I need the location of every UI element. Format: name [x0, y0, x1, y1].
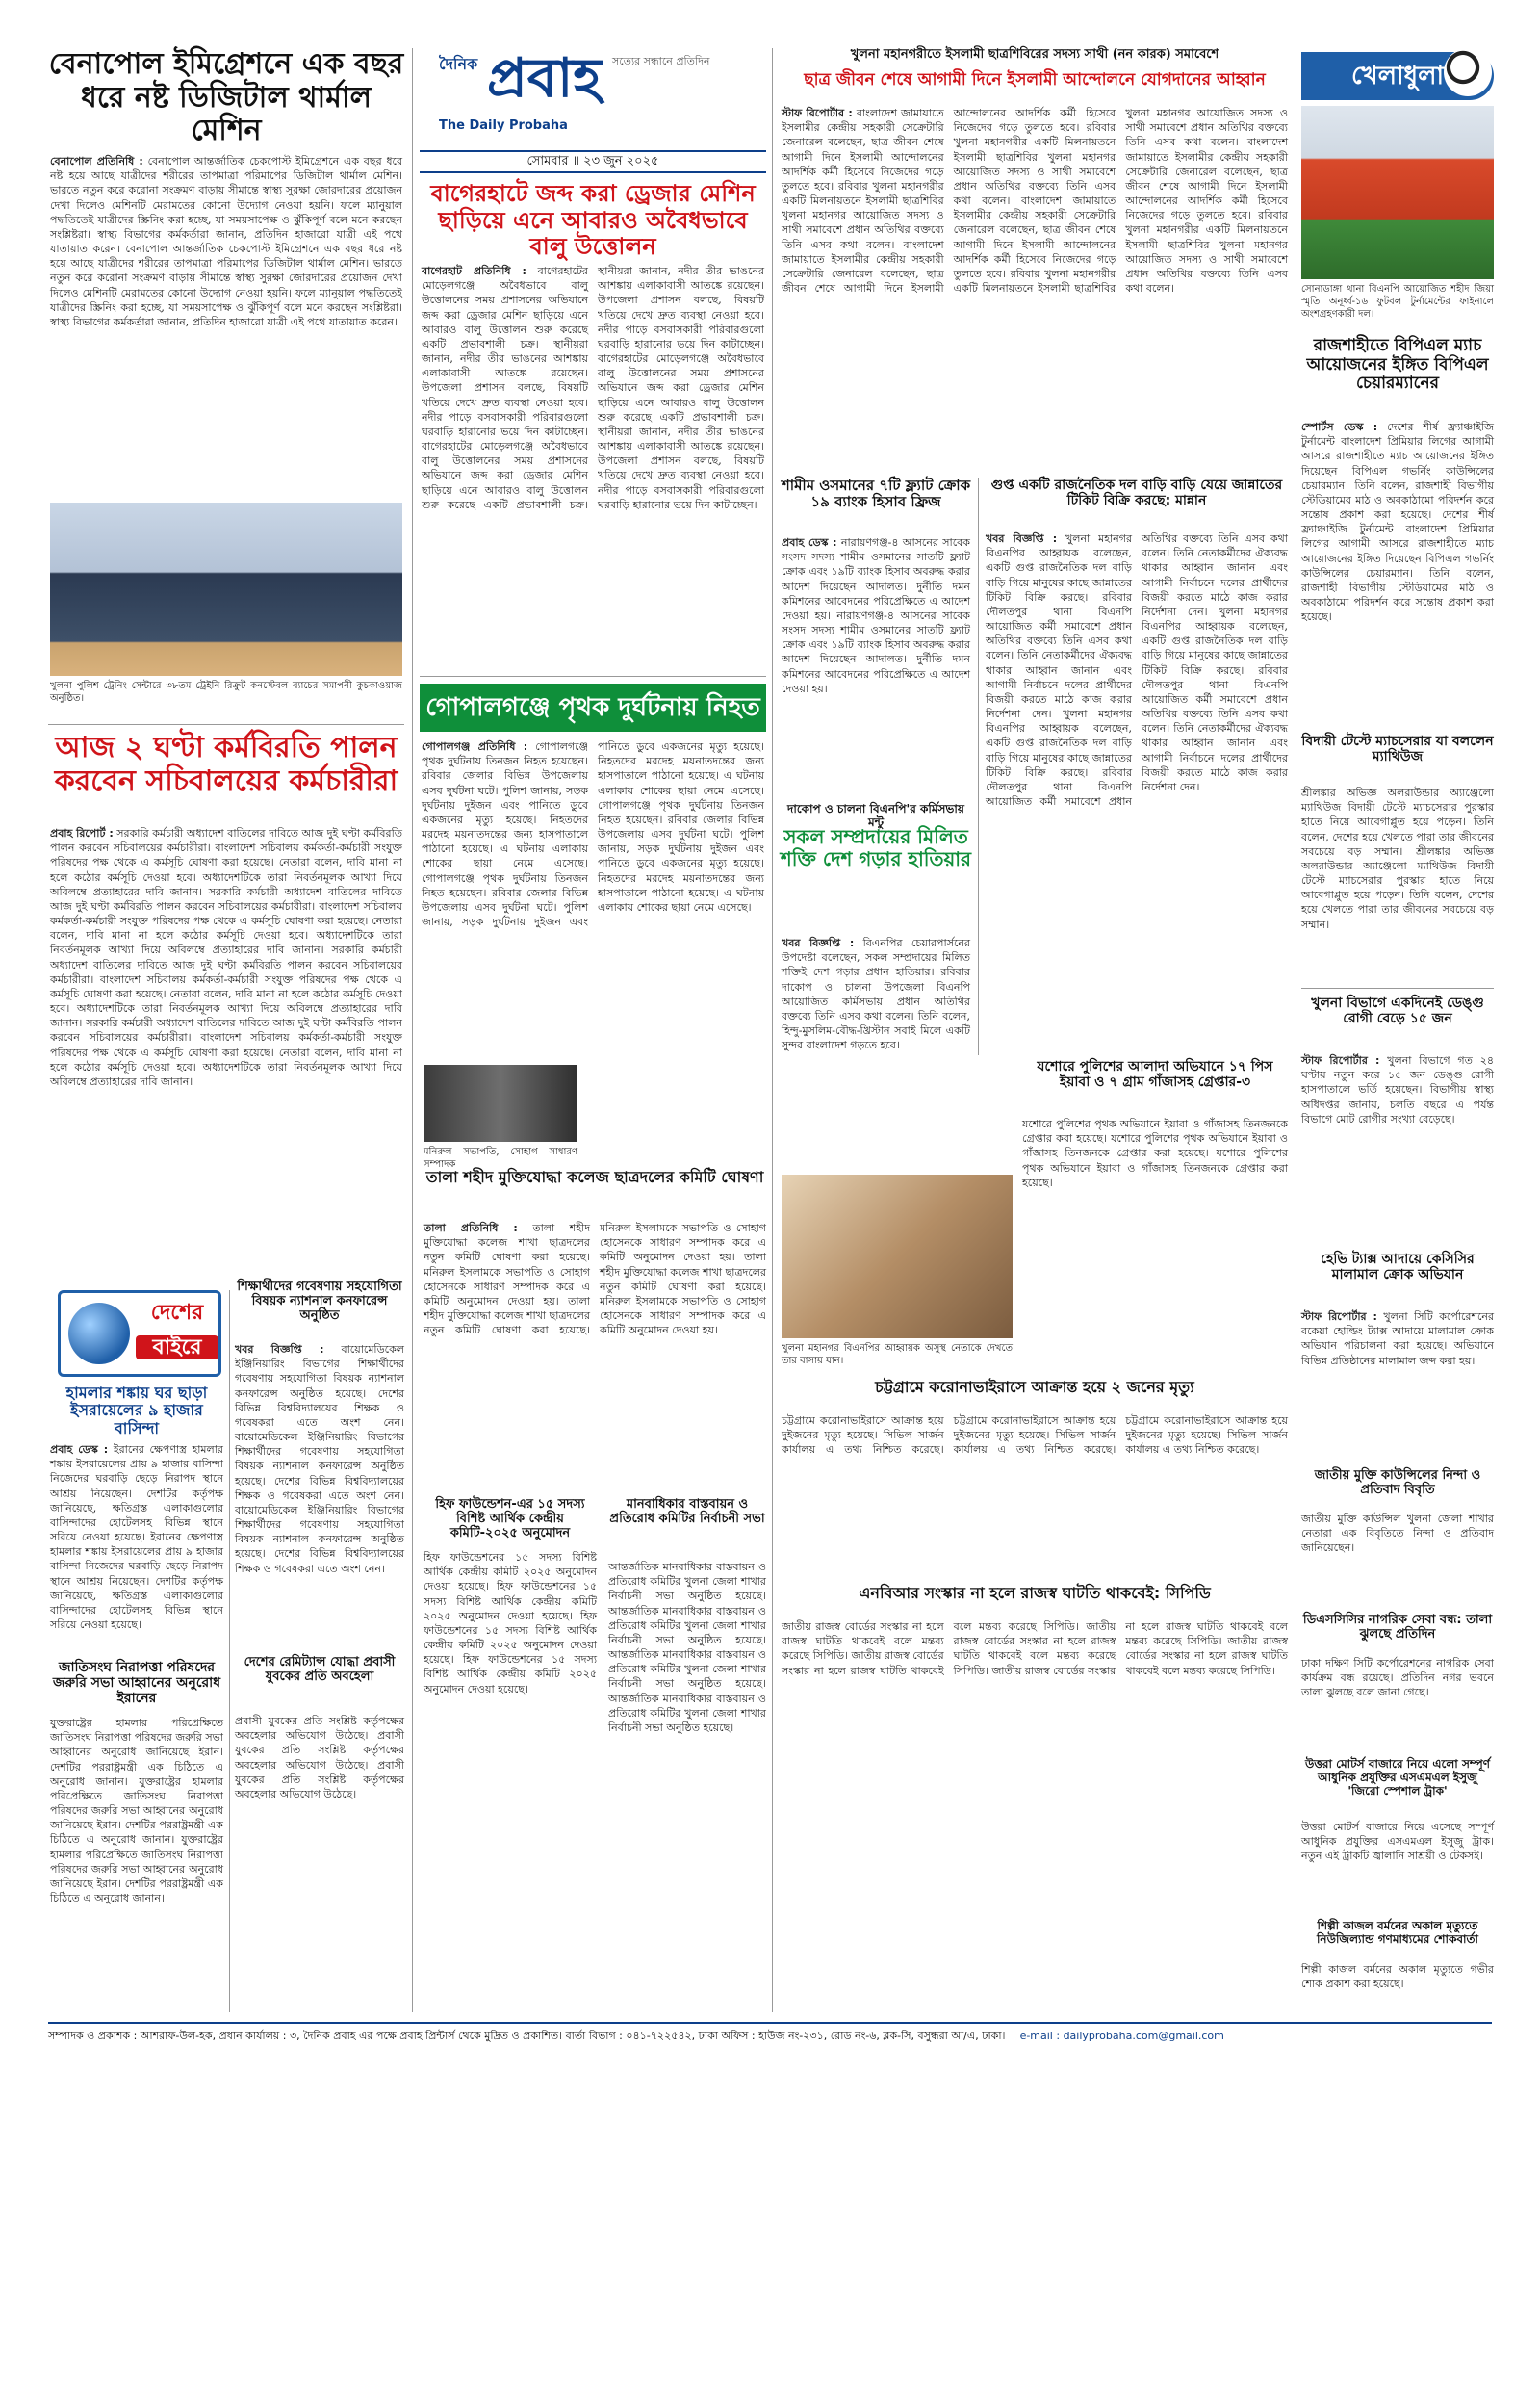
gopalganj-title: গোপালগঞ্জে পৃথক দুর্ঘটনায় নিহত ৩ [420, 684, 766, 732]
footer [48, 2022, 1492, 2049]
lead-center-article: বাগেরহাট প্রতিনিধি : বাগেরহাটের মোড়েলগঞ্জে অবৈধভাবে বালু উত্তোলনের সময় প্রশাসনের অভিযানে জব্দ করা ড্রেজার মেশিন ছাড়িয়ে এনে আবারও বালু উত্তোলন শুরু করেছে একটি প্রভাবশালী চক্র। স্থানীয়রা জানান, নদীর তীর ভাঙনের আশঙ্কায় এলাকাবাসী আতঙ্কে রয়েছেন। উপজেলা প্রশাসন বলছে, বিষয়টি খতিয়ে দেখে দ্রুত ব্যবস্থা নেওয়া হবে। নদীর পাড়ে বসবাসকারী পরিবারগুলো ঘরবাড়ি হারানোর ভয়ে দিন কাটাচ্ছেন। বাগেরহাটের মোড়েলগঞ্জে অবৈধভাবে বালু উত্তোলনের সময় প্রশাসনের অভিযানে জব্দ করা ড্রেজার মেশিন ছাড়িয়ে এনে আবারও বালু উত্তোলন শুরু করেছে একটি প্রভাবশালী চক্র। স্থানীয়রা জানান, নদীর তীর ভাঙনের আশঙ্কায় এলাকাবাসী আতঙ্কে রয়েছেন। উপজেলা প্রশাসন বলছে, বিষয়টি খতিয়ে দেখে দ্রুত ব্যবস্থা নেওয়া হবে। নদীর পাড়ে বসবাসকারী পরিবারগুলো ঘরবাড়ি হারানোর ভয়ে দিন কাটাচ্ছেন। বাগেরহাটের মোড়েলগঞ্জে অবৈধভাবে বালু উত্তোলনের সময় প্রশাসনের অভিযানে জব্দ করা ড্রেজার মেশিন ছাড়িয়ে এনে আবারও বালু উত্তোলন শুরু করেছে একটি প্রভাবশালী চক্র। স্থানীয়রা জানান, নদীর তীর ভাঙনের আশঙ্কায় এলাকাবাসী আতঙ্কে রয়েছেন। উপজেলা প্রশাসন বলছে, বিষয়টি খতিয়ে দেখে দ্রুত ব্যবস্থা নেওয়া হবে। নদীর পাড়ে বসবাসকারী পরিবারগুলো ঘরবাড়ি হারানোর ভয়ে দিন কাটাচ্ছেন। [422, 265, 764, 511]
abroad-banner: দেশের বাইরে [58, 1290, 221, 1377]
sports-sub-article: শ্রীলঙ্কার অভিজ্ঞ অলরাউন্ডার অ্যাঞ্জেলো ম্যাথিউজ বিদায়ী টেস্টে ম্যাচসেরার পুরস্কার হাতে নিয়ে আবেগাপ্লুত হয়ে পড়েন। তিনি বলেন, দেশের হয়ে খেলতে পারা তার জীবনের সবচেয়ে বড় সম্মান। শ্রীলঙ্কার অভিজ্ঞ অলরাউন্ডার অ্যাঞ্জেলো ম্যাথিউজ বিদায়ী টেস্টে ম্যাচসেরার পুরস্কার হাতে নিয়ে আবেগাপ্লুত হয়ে পড়েন। তিনি বলেন, দেশের হয়ে খেলতে পারা তার জীবনের সবচেয়ে বড় সম্মান। [1301, 787, 1495, 931]
tala-photo [424, 1065, 578, 1142]
shilpi-title: শিল্পী কাজল বর্মনের অকাল মৃত্যুতে নিউজিল্যান্ড গণমাধ্যমের শোকবার্তা [1317, 1919, 1478, 1946]
sports-headline: রাজশাহীতে বিপিএল ম্যাচ আয়োজনের ইঙ্গিত বিপিএল চেয়ারম্যানের [1306, 336, 1489, 394]
abroad-sub-article: যুক্তরাষ্ট্রের হামলার পরিপ্রেক্ষিতে জাতিসংঘ নিরাপত্তা পরিষদের জরুরি সভা আহ্বানের অনুরোধ জানিয়েছে ইরান। দেশটির পররাষ্ট্রমন্ত্রী এক চিঠিতে এ অনুরোধ জানান। যুক্তরাষ্ট্রের হামলার পরিপ্রেক্ষিতে জাতিসংঘ নিরাপত্তা পরিষদের জরুরি সভা আহ্বানের অনুরোধ জানিয়েছে ইরান। দেশটির পররাষ্ট্রমন্ত্রী এক চিঠিতে এ অনুরোধ জানান। যুক্তরাষ্ট্রের হামলার পরিপ্রেক্ষিতে জাতিসংঘ নিরাপত্তা পরিষদের জরুরি সভা আহ্বানের অনুরোধ জানিয়েছে ইরান। দেশটির পররাষ্ট্রমন্ত্রী এক চিঠিতে এ অনুরোধ জানান। [50, 1717, 223, 1905]
scholarship-title: শিক্ষার্থীদের গবেষণায় সহযোগিতা বিষয়ক ন্যাশনাল কনফারেন্স অনুষ্ঠিত [237, 1280, 402, 1323]
mannan-title: গুপ্ত একটি রাজনৈতিক দল বাড়ি বাড়ি যেয়ে জান্নাতের টিকিট বিক্রি করছে: মান্নান [990, 478, 1283, 509]
police-article: প্রবাসী যুবকের প্রতি সংশ্লিষ্ট কর্তৃপক্ষের অবহেলার অভিযোগ উঠেছে। প্রবাসী যুবকের প্রতি সংশ্লিষ্ট কর্তৃপক্ষের অবহেলার অভিযোগ উঠেছে। প্রবাসী যুবকের প্রতি সংশ্লিষ্ট কর্তৃপক্ষের অবহেলার অভিযোগ উঠেছে। [235, 1715, 404, 1800]
police-parade-photo [50, 503, 402, 676]
jessore-title: যশোরে পুলিশের আলাদা অভিযানে ১৭ পিস ইয়াবা ও ৭ গ্রাম গাঁজাসহ গ্রেপ্তার-৩ [1037, 1059, 1273, 1091]
globe-icon [68, 1303, 130, 1364]
mannan-article: খবর বিজ্ঞপ্তি : খুলনা মহানগর বিএনপির আহ্বায়ক বলেছেন, একটি গুপ্ত রাজনৈতিক দল বাড়ি বাড়ি গিয়ে মানুষের কাছে জান্নাতের টিকিট বিক্রি করছে। রবিবার দৌলতপুর থানা বিএনপি আয়োজিত কর্মী সমাবেশে প্রধান অতিথির বক্তব্যে তিনি এসব কথা বলেন। তিনি নেতাকর্মীদের ঐক্যবদ্ধ থাকার আহ্বান জানান এবং আগামী নির্বাচনে দলের প্রার্থীদের বিজয়ী করতে মাঠে কাজ করার নির্দেশনা দেন। খুলনা মহানগর বিএনপির আহ্বায়ক বলেছেন, একটি গুপ্ত রাজনৈতিক দল বাড়ি বাড়ি গিয়ে মানুষের কাছে জান্নাতের টিকিট বিক্রি করছে। রবিবার দৌলতপুর থানা বিএনপি আয়োজিত কর্মী সমাবেশে প্রধান অতিথির বক্তব্যে তিনি এসব কথা বলেন। তিনি নেতাকর্মীদের ঐক্যবদ্ধ থাকার আহ্বান জানান এবং আগামী নির্বাচনে দলের প্রার্থীদের বিজয়ী করতে মাঠে কাজ করার নির্দেশনা দেন। খুলনা মহানগর বিএনপির আহ্বায়ক বলেছেন, একটি গুপ্ত রাজনৈতিক দল বাড়ি বাড়ি গিয়ে মানুষের কাছে জান্নাতের টিকিট বিক্রি করছে। রবিবার দৌলতপুর থানা বিএনপি আয়োজিত কর্মী সমাবেশে প্রধান অতিথির বক্তব্যে তিনি এসব কথা বলেন। তিনি নেতাকর্মীদের ঐক্যবদ্ধ থাকার আহ্বান জানান এবং আগামী নির্বাচনে দলের প্রার্থীদের বিজয়ী করতে মাঠে কাজ করার নির্দেশনা দেন। [986, 532, 1289, 809]
lead-center-title: বাগেরহাটে জব্দ করা ড্রেজার মেশিন ছাড়িয়ে এনে আবারও অবৈধভাবে বালু উত্তোলন [430, 180, 756, 261]
abroad-title: হামলার শঙ্কায় ঘর ছাড়া ইসরায়েলের ৯ হাজার বাসিন্দা [65, 1384, 208, 1437]
sports-sub-title: বিদায়ী টেস্টে ম্যাচসেরার যা বললেন ম্যাথিউজ [1301, 734, 1494, 765]
rights-title: মানবাধিকার বাস্তবায়ন ও প্রতিরোধ কমিটির নির্বাচনী সভা [609, 1497, 765, 1526]
mintu-photo [782, 1175, 1013, 1338]
football-team-caption: সোনাডাঙ্গা থানা বিএনপি আয়োজিত শহীদ জিয়া স্মৃতি অনূর্ধ্ব-১৬ ফুটবল টুর্নামেন্টের ফাইনালে অংশগ্রহণকারী দল। [1301, 284, 1494, 320]
mintu-title: সকল সম্প্রদায়ের মিলিত শক্তি দেশ গড়ার হাতিয়ার [780, 825, 972, 870]
nbr-article: জাতীয় রাজস্ব বোর্ডের সংস্কার না হলে রাজস্ব ঘাটতি থাকবেই বলে মন্তব্য করেছে সিপিডি। জাতীয় রাজস্ব বোর্ডের সংস্কার না হলে রাজস্ব ঘাটতি থাকবেই বলে মন্তব্য করেছে সিপিডি। জাতীয় রাজস্ব বোর্ডের সংস্কার না হলে রাজস্ব ঘাটতি থাকবেই বলে মন্তব্য করেছে সিপিডি। জাতীয় রাজস্ব বোর্ডের সংস্কার না হলে রাজস্ব ঘাটতি থাকবেই বলে মন্তব্য করেছে সিপিডি। জাতীয় রাজস্ব বোর্ডের সংস্কার না হলে রাজস্ব ঘাটতি থাকবেই বলে মন্তব্য করেছে সিপিডি। [782, 1620, 1288, 1677]
mintu-caption: খুলনা মহানগর বিএনপির আহ্বায়ক অসুস্থ নেতাকে দেখতে তার বাসায় যান। [782, 1343, 1013, 1366]
national-article: জাতীয় মুক্তি কাউন্সিল খুলনা জেলা শাখার নেতারা এক বিবৃতিতে নিন্দা ও প্রতিবাদ জানিয়েছেন। [1301, 1513, 1494, 1555]
dengue-title: খুলনা বিভাগে একদিনেই ডেঙ্গু রোগী বেড়ে ১৫ জন [1311, 996, 1484, 1027]
lead-right-article: স্টাফ রিপোর্টার : বাংলাদেশ জামায়াতে ইসলামীর কেন্দ্রীয় সহকারী সেক্রেটারি জেনারেল বলেছেন, ছাত্র জীবন শেষে আগামী দিনে ইসলামী আন্দোলনের আদর্শিক কর্মী হিসেবে নিজেদের গড়ে তুলতে হবে। রবিবার খুলনা মহানগরীর একটি মিলনায়তনে ইসলামী ছাত্রশিবির খুলনা মহানগর আয়োজিত সদস্য ও সাথী সমাবেশে প্রধান অতিথির বক্তব্যে তিনি এসব কথা বলেন। বাংলাদেশ জামায়াতে ইসলামীর কেন্দ্রীয় সহকারী সেক্রেটারি জেনারেল বলেছেন, ছাত্র জীবন শেষে আগামী দিনে ইসলামী আন্দোলনের আদর্শিক কর্মী হিসেবে নিজেদের গড়ে তুলতে হবে। রবিবার খুলনা মহানগরীর একটি মিলনায়তনে ইসলামী ছাত্রশিবির খুলনা মহানগর আয়োজিত সদস্য ও সাথী সমাবেশে প্রধান অতিথির বক্তব্যে তিনি এসব কথা বলেন। বাংলাদেশ জামায়াতে ইসলামীর কেন্দ্রীয় সহকারী সেক্রেটারি জেনারেল বলেছেন, ছাত্র জীবন শেষে আগামী দিনে ইসলামী আন্দোলনের আদর্শিক কর্মী হিসেবে নিজেদের গড়ে তুলতে হবে। রবিবার খুলনা মহানগরীর একটি মিলনায়তনে ইসলামী ছাত্রশিবির খুলনা মহানগর আয়োজিত সদস্য ও সাথী সমাবেশে প্রধান অতিথির বক্তব্যে তিনি এসব কথা বলেন। বাংলাদেশ জামায়াতে ইসলামীর কেন্দ্রীয় সহকারী সেক্রেটারি জেনারেল বলেছেন, ছাত্র জীবন শেষে আগামী দিনে ইসলামী আন্দোলনের আদর্শিক কর্মী হিসেবে নিজেদের গড়ে তুলতে হবে। রবিবার খুলনা মহানগরীর একটি মিলনায়তনে ইসলামী ছাত্রশিবির খুলনা মহানগর আয়োজিত সদস্য ও সাথী সমাবেশে প্রধান অতিথির বক্তব্যে তিনি এসব কথা বলেন। [782, 107, 1288, 296]
scholarship-article: খবর বিজ্ঞপ্তি : বায়োমেডিকেল ইঞ্জিনিয়ারিং বিভাগের শিক্ষার্থীদের গবেষণায় সহযোগিতা বিষয়ক ন্যাশনাল কনফারেন্স অনুষ্ঠিত হয়েছে। দেশের বিভিন্ন বিশ্ববিদ্যালয়ের শিক্ষক ও গবেষকরা এতে অংশ নেন। বায়োমেডিকেল ইঞ্জিনিয়ারিং বিভাগের শিক্ষার্থীদের গবেষণায় সহযোগিতা বিষয়ক ন্যাশনাল কনফারেন্স অনুষ্ঠিত হয়েছে। দেশের বিভিন্ন বিশ্ববিদ্যালয়ের শিক্ষক ও গবেষকরা এতে অংশ নেন। বায়োমেডিকেল ইঞ্জিনিয়ারিং বিভাগের শিক্ষার্থীদের গবেষণায় সহযোগিতা বিষয়ক ন্যাশনাল কনফারেন্স অনুষ্ঠিত হয়েছে। দেশের বিভিন্ন বিশ্ববিদ্যালয়ের শিক্ষক ও গবেষকরা এতে অংশ নেন। [235, 1343, 404, 1575]
lead-right-top: খুলনা মহানগরীতে ইসলামী ছাত্রশিবিরের সদস্য সাথী (নন কারক) সমাবেশে [850, 47, 1219, 62]
footer-email[interactable]: e-mail : dailyprobaha.com@gmail.com [1019, 2030, 1224, 2042]
abroad-article: প্রবাহ ডেস্ক : ইরানের ক্ষেপণাস্ত্র হামলার শঙ্কায় ইসরায়েলের প্রায় ৯ হাজার বাসিন্দা নিজেদের ঘরবাড়ি ছেড়ে নিরাপদ স্থানে আশ্রয় নিয়েছেন। দেশটির কর্তৃপক্ষ জানিয়েছে, ক্ষতিগ্রস্ত এলাকাগুলোর বাসিন্দাদের হোটেলসহ বিভিন্ন স্থানে সরিয়ে নেওয়া হয়েছে। ইরানের ক্ষেপণাস্ত্র হামলার শঙ্কায় ইসরায়েলের প্রায় ৯ হাজার বাসিন্দা নিজেদের ঘরবাড়ি ছেড়ে নিরাপদ স্থানে আশ্রয় নিয়েছেন। দেশটির কর্তৃপক্ষ জানিয়েছে, ক্ষতিগ্রস্ত এলাকাগুলোর বাসিন্দাদের হোটেলসহ বিভিন্ন স্থানে সরিয়ে নেওয়া হয়েছে। [50, 1443, 223, 1632]
police-parade-caption: খুলনা পুলিশ ট্রেনিং সেন্টারে ৩৮তম ট্রেইনি রিক্রুট কনস্টেবল ব্যাচের সমাপনী কুচকাওয়াজ অনুষ্ঠিত। [50, 681, 402, 704]
dpdc-title: ডিএসসিসির নাগরিক সেবা বন্ধ: তালা ঝুলছে প্রতিদিন [1302, 1613, 1493, 1642]
tala-title: তালা শহীদ মুক্তিযোদ্ধা কলেজ ছাত্রদলের কমিটি ঘোষণা [425, 1168, 764, 1186]
lead-left-article: বেনাপোল প্রতিনিধি : বেনাপোল আন্তর্জাতিক চেকপোস্ট ইমিগ্রেশনে এক বছর ধরে নষ্ট হয়ে আছে যাত্রীদের শরীরের তাপমাত্রা পরিমাপের ডিজিটাল থার্মাল মেশিন। ভারতে নতুন করে করোনা সংক্রমণ বাড়ায় সীমান্তে স্বাস্থ্য সুরক্ষা জোরদারের প্রয়োজন দেখা দিলেও মেশিনটি মেরামতের কোনো উদ্যোগ নেওয়া হয়নি। ফলে ম্যানুয়াল পদ্ধতিতেই যাত্রীদের স্ক্রিনিং করা হচ্ছে, যা সময়সাপেক্ষ ও ঝুঁকিপূর্ণ বলে মনে করছেন সংশ্লিষ্টরা। স্বাস্থ্য বিভাগের কর্মকর্তারা জানান, প্রতিদিন হাজারো যাত্রী এই পথে যাতায়াত করেন। বেনাপোল আন্তর্জাতিক চেকপোস্ট ইমিগ্রেশনে এক বছর ধরে নষ্ট হয়ে আছে যাত্রীদের শরীরের তাপমাত্রা পরিমাপের ডিজিটাল থার্মাল মেশিন। ভারতে নতুন করে করোনা সংক্রমণ বাড়ায় সীমান্তে স্বাস্থ্য সুরক্ষা জোরদারের প্রয়োজন দেখা দিলেও মেশিনটি মেরামতের কোনো উদ্যোগ নেওয়া হয়নি। ফলে ম্যানুয়াল পদ্ধতিতেই যাত্রীদের স্ক্রিনিং করা হচ্ছে, যা সময়সাপেক্ষ ও ঝুঁকিপূর্ণ বলে মনে করছেন সংশ্লিষ্টরা। স্বাস্থ্য বিভাগের কর্মকর্তারা জানান, প্রতিদিন হাজারো যাত্রী এই পথে যাতায়াত করেন। [50, 155, 403, 328]
sports-article: স্পোর্টস ডেস্ক : দেশের শীর্ষ ফ্র্যাঞ্চাইজি টুর্নামেন্ট বাংলাদেশ প্রিমিয়ার লিগের আগামী আসরে রাজশাহীতে ম্যাচ আয়োজনের ইঙ্গিত দিয়েছেন বিপিএল গভর্নিং কাউন্সিলের চেয়ারম্যান। তিনি বলেন, রাজশাহী বিভাগীয় স্টেডিয়ামের মাঠ ও অবকাঠামো পরিদর্শন করে সন্তোষ প্রকাশ করা হয়েছে। দেশের শীর্ষ ফ্র্যাঞ্চাইজি টুর্নামেন্ট বাংলাদেশ প্রিমিয়ার লিগের আগামী আসরে রাজশাহীতে ম্যাচ আয়োজনের ইঙ্গিত দিয়েছেন বিপিএল গভর্নিং কাউন্সিলের চেয়ারম্যান। তিনি বলেন, রাজশাহী বিভাগীয় স্টেডিয়ামের মাঠ ও অবকাঠামো পরিদর্শন করে সন্তোষ প্রকাশ করা হয়েছে। [1301, 421, 1494, 624]
chattogram-article: চট্টগ্রামে করোনাভাইরাসে আক্রান্ত হয়ে দুইজনের মৃত্যু হয়েছে। সিভিল সার্জন কার্যালয় এ তথ্য নিশ্চিত করেছে। চট্টগ্রামে করোনাভাইরাসে আক্রান্ত হয়ে দুইজনের মৃত্যু হয়েছে। সিভিল সার্জন কার্যালয় এ তথ্য নিশ্চিত করেছে। চট্টগ্রামে করোনাভাইরাসে আক্রান্ত হয়ে দুইজনের মৃত্যু হয়েছে। সিভিল সার্জন কার্যালয় এ তথ্য নিশ্চিত করেছে। [782, 1414, 1288, 1457]
mintu-article: খবর বিজ্ঞপ্তি : বিএনপির চেয়ারপার্সনের উপদেষ্টা বলেছেন, সকল সম্প্রদায়ের মিলিত শক্তিই দেশ গড়ার প্রধান হাতিয়ার। রবিবার দাকোপ ও চালনা উপজেলা বিএনপি আয়োজিত কর্মিসভায় প্রধান অতিথির বক্তব্যে তিনি এসব কথা বলেন। তিনি বলেন, হিন্দু-মুসলিম-বৌদ্ধ-খ্রিস্টান সবাই মিলে একটি সুন্দর বাংলাদেশ গড়তে হবে। [782, 937, 970, 1052]
footer-imprint: সম্পাদক ও প্রকাশক : আশরাফ-উল-হক, প্রধান কার্যালয় : ৩, দৈনিক প্রবাহ এর পক্ষে প্রবাহ প্রিন্টার্স থেকে মুদ্রিত ও প্রকাশিত। বার্তা বিভাগ : ০৪১-৭২২৫৪২, ঢাকা অফিস : হাউজ নং-২৩১, রোড নং-৬, ব্লক-সি, বসুন্ধরা আ/এ, ঢাকা। [48, 2030, 1006, 2042]
mintu-top: দাকোপ ও চালনা বিএনপি'র কর্মিসভায় মন্টু [787, 802, 964, 829]
chattogram-title: চট্টগ্রামে করোনাভাইরাসে আক্রান্ত হয়ে ২ জনের মৃত্যু [875, 1378, 1194, 1396]
isuzu-title: উত্তরা মোটর্স বাজারে নিয়ে এলো সম্পূর্ণ আধুনিক প্রযুক্তির এসএমএল ইসুজু 'জিরো স্পেশাল ট্রাক' [1304, 1757, 1491, 1798]
desalt-article: স্টাফ রিপোর্টার : খুলনা সিটি কর্পোরেশনের বকেয়া হোল্ডিং ট্যাক্স আদায়ে মালামাল ক্রোক অভিযান পরিচালনা করা হয়েছে। অভিযানে বিভিন্ন প্রতিষ্ঠানের মালামাল জব্দ করা হয়। [1301, 1310, 1495, 1367]
masthead: দৈনিক প্রবাহ সত্যের সন্ধানে প্রতিদিন The Daily Probaha [439, 47, 710, 133]
dengue-article: স্টাফ রিপোর্টার : খুলনা বিভাগে গত ২৪ ঘণ্টায় নতুন করে ১৫ জন ডেঙ্গু রোগী হাসপাতালে ভর্তি হয়েছেন। বিভাগীয় স্বাস্থ্য অধিদপ্তর জানায়, চলতি বছরে এ পর্যন্ত বিভাগে মোট রোগীর সংখ্যা বেড়েছে। [1301, 1054, 1495, 1126]
masthead-logo: প্রবাহ [487, 47, 602, 110]
isuzu-article: উত্তরা মোটর্স বাজারে নিয়ে এসেছে সম্পূর্ণ আধুনিক প্রযুক্তির এসএমএল ইসুজু ট্রাক। নতুন এই ট্রাকটি জ্বালানি সাশ্রয়ী ও টেকসই। [1301, 1821, 1494, 1863]
nbr-title: এনবিআর সংস্কার না হলে রাজস্ব ঘাটতি থাকবেই: সিপিডি [859, 1584, 1211, 1602]
secretariat-article: প্রবাহ রিপোর্ট : সরকারি কর্মচারী অধ্যাদেশ বাতিলের দাবিতে আজ দুই ঘণ্টা কর্মবিরতি পালন করবেন সচিবালয়ের কর্মচারীরা। বাংলাদেশ সচিবালয় কর্মকর্তা-কর্মচারী সংযুক্ত পরিষদের পক্ষ থেকে এ কর্মসূচি ঘোষণা করা হয়েছে। নেতারা বলেন, দাবি মানা না হলে কঠোর কর্মসূচি দেওয়া হবে। অধ্যাদেশটিকে তারা নিবর্তনমূলক আখ্যা দিয়ে অবিলম্বে প্রত্যাহারের দাবি জানান। সরকারি কর্মচারী অধ্যাদেশ বাতিলের দাবিতে আজ দুই ঘণ্টা কর্মবিরতি পালন করবেন সচিবালয়ের কর্মচারীরা। বাংলাদেশ সচিবালয় কর্মকর্তা-কর্মচারী সংযুক্ত পরিষদের পক্ষ থেকে এ কর্মসূচি ঘোষণা করা হয়েছে। নেতারা বলেন, দাবি মানা না হলে কঠোর কর্মসূচি দেওয়া হবে। অধ্যাদেশটিকে তারা নিবর্তনমূলক আখ্যা দিয়ে অবিলম্বে প্রত্যাহারের দাবি জানান। সরকারি কর্মচারী অধ্যাদেশ বাতিলের দাবিতে আজ দুই ঘণ্টা কর্মবিরতি পালন করবেন সচিবালয়ের কর্মচারীরা। বাংলাদেশ সচিবালয় কর্মকর্তা-কর্মচারী সংযুক্ত পরিষদের পক্ষ থেকে এ কর্মসূচি ঘোষণা করা হয়েছে। নেতারা বলেন, দাবি মানা না হলে কঠোর কর্মসূচি দেওয়া হবে। অধ্যাদেশটিকে তারা নিবর্তনমূলক আখ্যা দিয়ে অবিলম্বে প্রত্যাহারের দাবি জানান। সরকারি কর্মচারী অধ্যাদেশ বাতিলের দাবিতে আজ দুই ঘণ্টা কর্মবিরতি পালন করবেন সচিবালয়ের কর্মচারীরা। বাংলাদেশ সচিবালয় কর্মকর্তা-কর্মচারী সংযুক্ত পরিষদের পক্ষ থেকে এ কর্মসূচি ঘোষণা করা হয়েছে। নেতারা বলেন, দাবি মানা না হলে কঠোর কর্মসূচি দেওয়া হবে। অধ্যাদেশটিকে তারা নিবর্তনমূলক আখ্যা দিয়ে অবিলম্বে প্রত্যাহারের দাবি জানান। [50, 827, 403, 1088]
desalt-title: হেভি ট্যাক্স আদায়ে কেসিসির মালামাল ক্রোক অভিযান [1321, 1252, 1475, 1283]
police-title: দেশের রেমিট্যান্স যোদ্ধা প্রবাসী যুবকের প্রতি অবহেলা [244, 1655, 396, 1684]
tala-article: তালা প্রতিনিধি : তালা শহীদ মুক্তিযোদ্ধা কলেজ শাখা ছাত্রদলের নতুন কমিটি ঘোষণা করা হয়েছে। মনিরুল ইসলামকে সভাপতি ও সোহাগ হোসেনকে সাধারণ সম্পাদক করে এ কমিটি অনুমোদন দেওয়া হয়। তালা শহীদ মুক্তিযোদ্ধা কলেজ শাখা ছাত্রদলের নতুন কমিটি ঘোষণা করা হয়েছে। মনিরুল ইসলামকে সভাপতি ও সোহাগ হোসেনকে সাধারণ সম্পাদক করে এ কমিটি অনুমোদন দেওয়া হয়। তালা শহীদ মুক্তিযোদ্ধা কলেজ শাখা ছাত্রদলের নতুন কমিটি ঘোষণা করা হয়েছে। মনিরুল ইসলামকে সভাপতি ও সোহাগ হোসেনকে সাধারণ সম্পাদক করে এ কমিটি অনুমোদন দেওয়া হয়। [424, 1222, 767, 1337]
abroad-sub-title: জাতিসংঘ নিরাপত্তা পরিষদের জরুরি সভা আহ্বানের অনুরোধ ইরানের [52, 1660, 221, 1707]
shamim-title: শামীম ওসমানের ৭টি ফ্ল্যাট ক্রোক ১৯ ব্যাংক হিসাব ফ্রিজ [781, 477, 971, 511]
secretariat-title: আজ ২ ঘণ্টা কর্মবিরতি পালন করবেন সচিবালয়ের কর্মচারীরা [54, 731, 398, 798]
hifz-article: হিফ ফাউন্ডেশনের ১৫ সদস্য বিশিষ্ট আর্থিক কেন্দ্রীয় কমিটি ২০২৫ অনুমোদন দেওয়া হয়েছে। হিফ ফাউন্ডেশনের ১৫ সদস্য বিশিষ্ট আর্থিক কেন্দ্রীয় কমিটি ২০২৫ অনুমোদন দেওয়া হয়েছে। হিফ ফাউন্ডেশনের ১৫ সদস্য বিশিষ্ট আর্থিক কেন্দ্রীয় কমিটি ২০২৫ অনুমোদন দেওয়া হয়েছে। হিফ ফাউন্ডেশনের ১৫ সদস্য বিশিষ্ট আর্থিক কেন্দ্রীয় কমিটি ২০২৫ অনুমোদন দেওয়া হয়েছে। [424, 1551, 598, 1695]
sports-banner: খেলাধুলা [1301, 52, 1494, 100]
gopalganj-article: গোপালগঞ্জ প্রতিনিধি : গোপালগঞ্জে পৃথক দুর্ঘটনায় তিনজন নিহত হয়েছেন। রবিবার জেলার বিভিন্ন উপজেলায় এসব দুর্ঘটনা ঘটে। পুলিশ জানায়, সড়ক দুর্ঘটনায় দুইজন এবং পানিতে ডুবে একজনের মৃত্যু হয়েছে। নিহতদের মরদেহ ময়নাতদন্তের জন্য হাসপাতালে পাঠানো হয়েছে। এ ঘটনায় এলাকায় শোকের ছায়া নেমে এসেছে। গোপালগঞ্জে পৃথক দুর্ঘটনায় তিনজন নিহত হয়েছেন। রবিবার জেলার বিভিন্ন উপজেলায় এসব দুর্ঘটনা ঘটে। পুলিশ জানায়, সড়ক দুর্ঘটনায় দুইজন এবং পানিতে ডুবে একজনের মৃত্যু হয়েছে। নিহতদের মরদেহ ময়নাতদন্তের জন্য হাসপাতালে পাঠানো হয়েছে। এ ঘটনায় এলাকায় শোকের ছায়া নেমে এসেছে। গোপালগঞ্জে পৃথক দুর্ঘটনায় তিনজন নিহত হয়েছেন। রবিবার জেলার বিভিন্ন উপজেলায় এসব দুর্ঘটনা ঘটে। পুলিশ জানায়, সড়ক দুর্ঘটনায় দুইজন এবং পানিতে ডুবে একজনের মৃত্যু হয়েছে। নিহতদের মরদেহ ময়নাতদন্তের জন্য হাসপাতালে পাঠানো হয়েছে। এ ঘটনায় এলাকায় শোকের ছায়া নেমে এসেছে। [422, 740, 764, 929]
jessore-article: যশোরে পুলিশের পৃথক অভিযানে ইয়াবা ও গাঁজাসহ তিনজনকে গ্রেপ্তার করা হয়েছে। যশোরে পুলিশের পৃথক অভিযানে ইয়াবা ও গাঁজাসহ তিনজনকে গ্রেপ্তার করা হয়েছে। যশোরে পুলিশের পৃথক অভিযানে ইয়াবা ও গাঁজাসহ তিনজনকে গ্রেপ্তার করা হয়েছে। [1022, 1118, 1288, 1189]
football-team-photo [1301, 106, 1494, 279]
shilpi-article: শিল্পী কাজল বর্মনের অকাল মৃত্যুতে গভীর শোক প্রকাশ করা হয়েছে। [1301, 1963, 1494, 1991]
football-icon [1444, 48, 1492, 96]
dpdc-article: ঢাকা দক্ষিণ সিটি কর্পোরেশনের নাগরিক সেবা কার্যক্রম বন্ধ রয়েছে। প্রতিদিন নগর ভবনে তালা ঝুলছে বলে জানা গেছে। [1301, 1657, 1494, 1699]
lead-right-title: ছাত্র জীবন শেষে আগামী দিনে ইসলামী আন্দোলনে যোগদানের আহ্বান [804, 70, 1266, 90]
tala-caption: মনিরুল সভাপতি, সোহাগ সাধারণ সম্পাদক [424, 1147, 578, 1170]
hifz-title: হিফ ফাউন্ডেশন-এর ১৫ সদস্য বিশিষ্ট আর্থিক কেন্দ্রীয় কমিটি-২০২৫ অনুমোদন [435, 1497, 585, 1540]
masthead-date: সোমবার ॥ ২৩ জুন ২০২৫ [420, 150, 766, 173]
national-title: জাতীয় মুক্তি কাউন্সিলের নিন্দা ও প্রতিবাদ বিবৃতি [1314, 1468, 1481, 1497]
shamim-article: প্রবাহ ডেস্ক : নারায়ণগঞ্জ-৪ আসনের সাবেক সংসদ সদস্য শামীম ওসমানের সাতটি ফ্ল্যাট ক্রোক এবং ১৯টি ব্যাংক হিসাব অবরুদ্ধ করার আদেশ দিয়েছেন আদালত। দুর্নীতি দমন কমিশনের আবেদনের পরিপ্রেক্ষিতে এ আদেশ দেওয়া হয়। নারায়ণগঞ্জ-৪ আসনের সাবেক সংসদ সদস্য শামীম ওসমানের সাতটি ফ্ল্যাট ক্রোক এবং ১৯টি ব্যাংক হিসাব অবরুদ্ধ করার আদেশ দিয়েছেন আদালত। দুর্নীতি দমন কমিশনের আবেদনের পরিপ্রেক্ষিতে এ আদেশ দেওয়া হয়। [782, 536, 970, 695]
rights-article: আন্তর্জাতিক মানবাধিকার বাস্তবায়ন ও প্রতিরোধ কমিটির খুলনা জেলা শাখার নির্বাচনী সভা অনুষ্ঠিত হয়েছে। আন্তর্জাতিক মানবাধিকার বাস্তবায়ন ও প্রতিরোধ কমিটির খুলনা জেলা শাখার নির্বাচনী সভা অনুষ্ঠিত হয়েছে। আন্তর্জাতিক মানবাধিকার বাস্তবায়ন ও প্রতিরোধ কমিটির খুলনা জেলা শাখার নির্বাচনী সভা অনুষ্ঠিত হয়েছে। আন্তর্জাতিক মানবাধিকার বাস্তবায়ন ও প্রতিরোধ কমিটির খুলনা জেলা শাখার নির্বাচনী সভা অনুষ্ঠিত হয়েছে। [608, 1561, 766, 1734]
lead-left-title: বেনাপোল ইমিগ্রেশনে এক বছর ধরে নষ্ট ডিজিটাল থার্মাল মেশিন [48, 47, 404, 147]
